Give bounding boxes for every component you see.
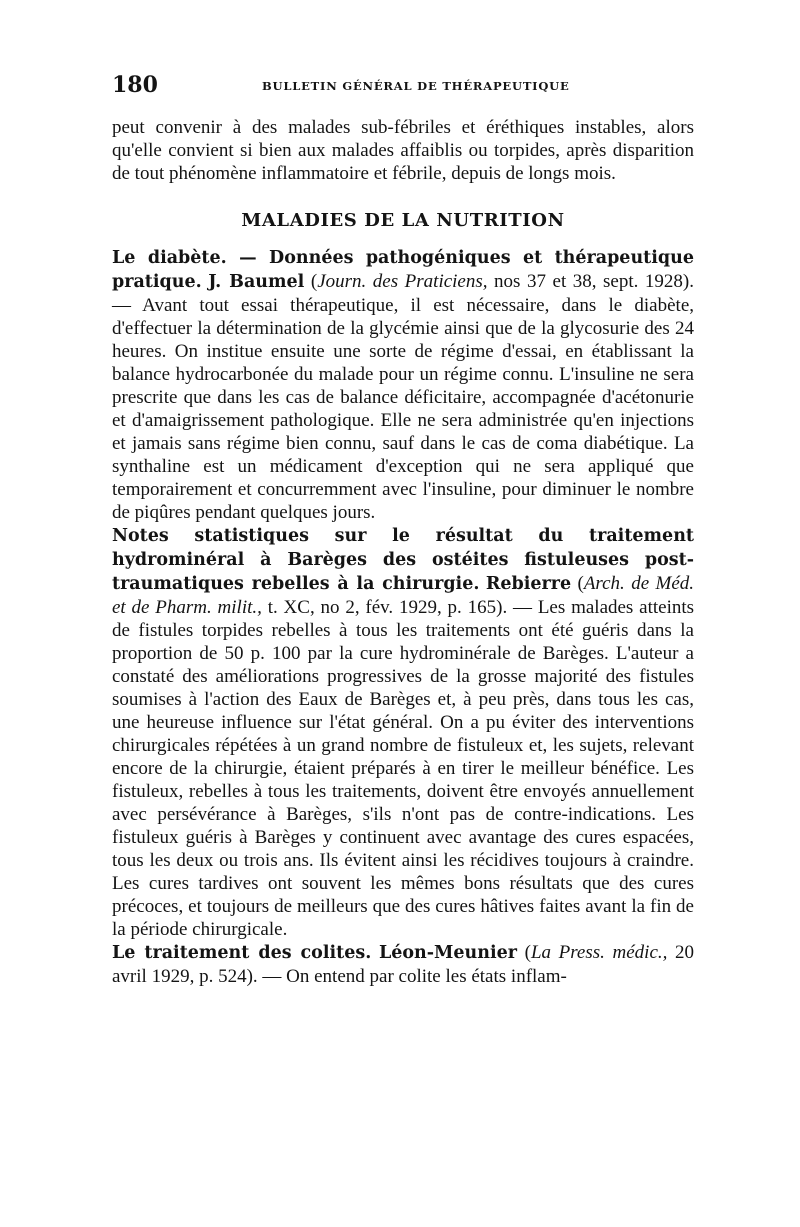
entry-title: Notes statistiques sur le résultat du traitement hydrominéral à Barèges des ostéites fistuleuses post-traumatiques rebelles à la chirurgie. xyxy=(112,526,694,594)
entry-title: Le diabète. — Données pathogéniques et thérapeutique pratique. xyxy=(112,248,694,292)
entry-author: Léon-Meunier xyxy=(378,943,517,963)
page-content xyxy=(112,116,694,988)
entry-source-open: ( xyxy=(571,573,584,594)
entry-title: Le traitement des colites. xyxy=(112,943,372,963)
entry-author: Rebierre xyxy=(485,574,572,594)
entry-source: Arch. de Méd. et de Pharm. milit., xyxy=(112,573,695,618)
section-heading: MALADIES DE LA NUTRITION xyxy=(241,210,565,231)
abstract-entry-bareges xyxy=(112,524,694,941)
entry-source-details: t. XC, no 2, fév. 1929, p. 165). xyxy=(261,597,508,618)
abstract-entry-diabete xyxy=(112,246,694,524)
entry-body: — Les malades atteints de fistules torpides rebelles à tous les traitements ont été guéris dans la proportion de 50 p. 100 par la cure hydrominérale de Barèges. L'auteur a constaté des améliorations progressives de la grosse majorité des fistules soumises à l'action des Eaux de Barèges et, à peu près, dans tous les cas, une heureuse influence sur l'état général. On a pu éviter des interventions chirurgicales répétées à un grand nombre de fistuleux et, les sujets, relevant encore de la chirurgie, étaient préparés à en tirer le meilleur bénéfice. Les fistuleux, rebelles à tous les traitements, doivent être envoyés annuellement avec persévérance à Barèges, s'ils n'ont pas de contre-indications. Les fistuleux guéris à Barèges y continuent avec avantage des cures espacées, tous les deux ou trois ans. Ils évitent ainsi les récidives toujours à craindre. Les cures tardives ont souvent les mêmes bons résultats que des cures précoces, et toujours de meilleurs que des cures hâtives faites avant la fin de la période chirurgicale. xyxy=(112,597,695,940)
entry-source: La Press. médic., xyxy=(530,942,668,963)
entry-source: Journ. des Praticiens, xyxy=(317,271,488,292)
abstract-entry-colites xyxy=(112,941,694,988)
entry-source-open: ( xyxy=(517,942,531,963)
page-number: 180 xyxy=(112,72,158,98)
running-title: BULLETIN GÉNÉRAL DE THÉRAPEUTIQUE xyxy=(262,79,570,93)
entry-body: — Avant tout essai thérapeutique, il est nécessaire, dans le diabète, d'effectuer la détermination de la glycémie ainsi que de la glycosurie des 24 heures. On institue ensuite une sorte de régime d'essai, en établissant la balance hydrocarbonée du malade pour un régime connu. L'insuline ne sera prescrite que dans les cas de balance déficitaire, accompagnée d'acétonurie et d'amaigrissement pathologique. Elle ne sera administrée qu'en injections et jamais sans régime bien connu, sauf dans le cas de coma diabétique. La synthaline est un médicament d'exception qui ne sera appliqué que temporairement et concurremment avec l'insuline, pour diminuer le nombre de piqûres pendant quelques jours. xyxy=(112,295,694,523)
intro-paragraph: peut convenir à des malades sub-fébriles et éréthiques instables, alors qu'elle convient si bien aux malades affaiblis ou torpides, après disparition de tout phénomène inflammatoire et fébrile, depuis de longs mois. xyxy=(112,117,694,184)
entry-source-details: nos 37 et 38, sept. 1928). xyxy=(487,271,695,292)
page-header xyxy=(112,72,694,102)
entry-source-details: 20 avril 1929, p. 524). xyxy=(112,942,695,987)
entry-body: — On entend par colite les états inflam- xyxy=(257,966,567,987)
entry-author: J. Baumel xyxy=(208,272,305,292)
entry-source-open: ( xyxy=(304,271,318,292)
